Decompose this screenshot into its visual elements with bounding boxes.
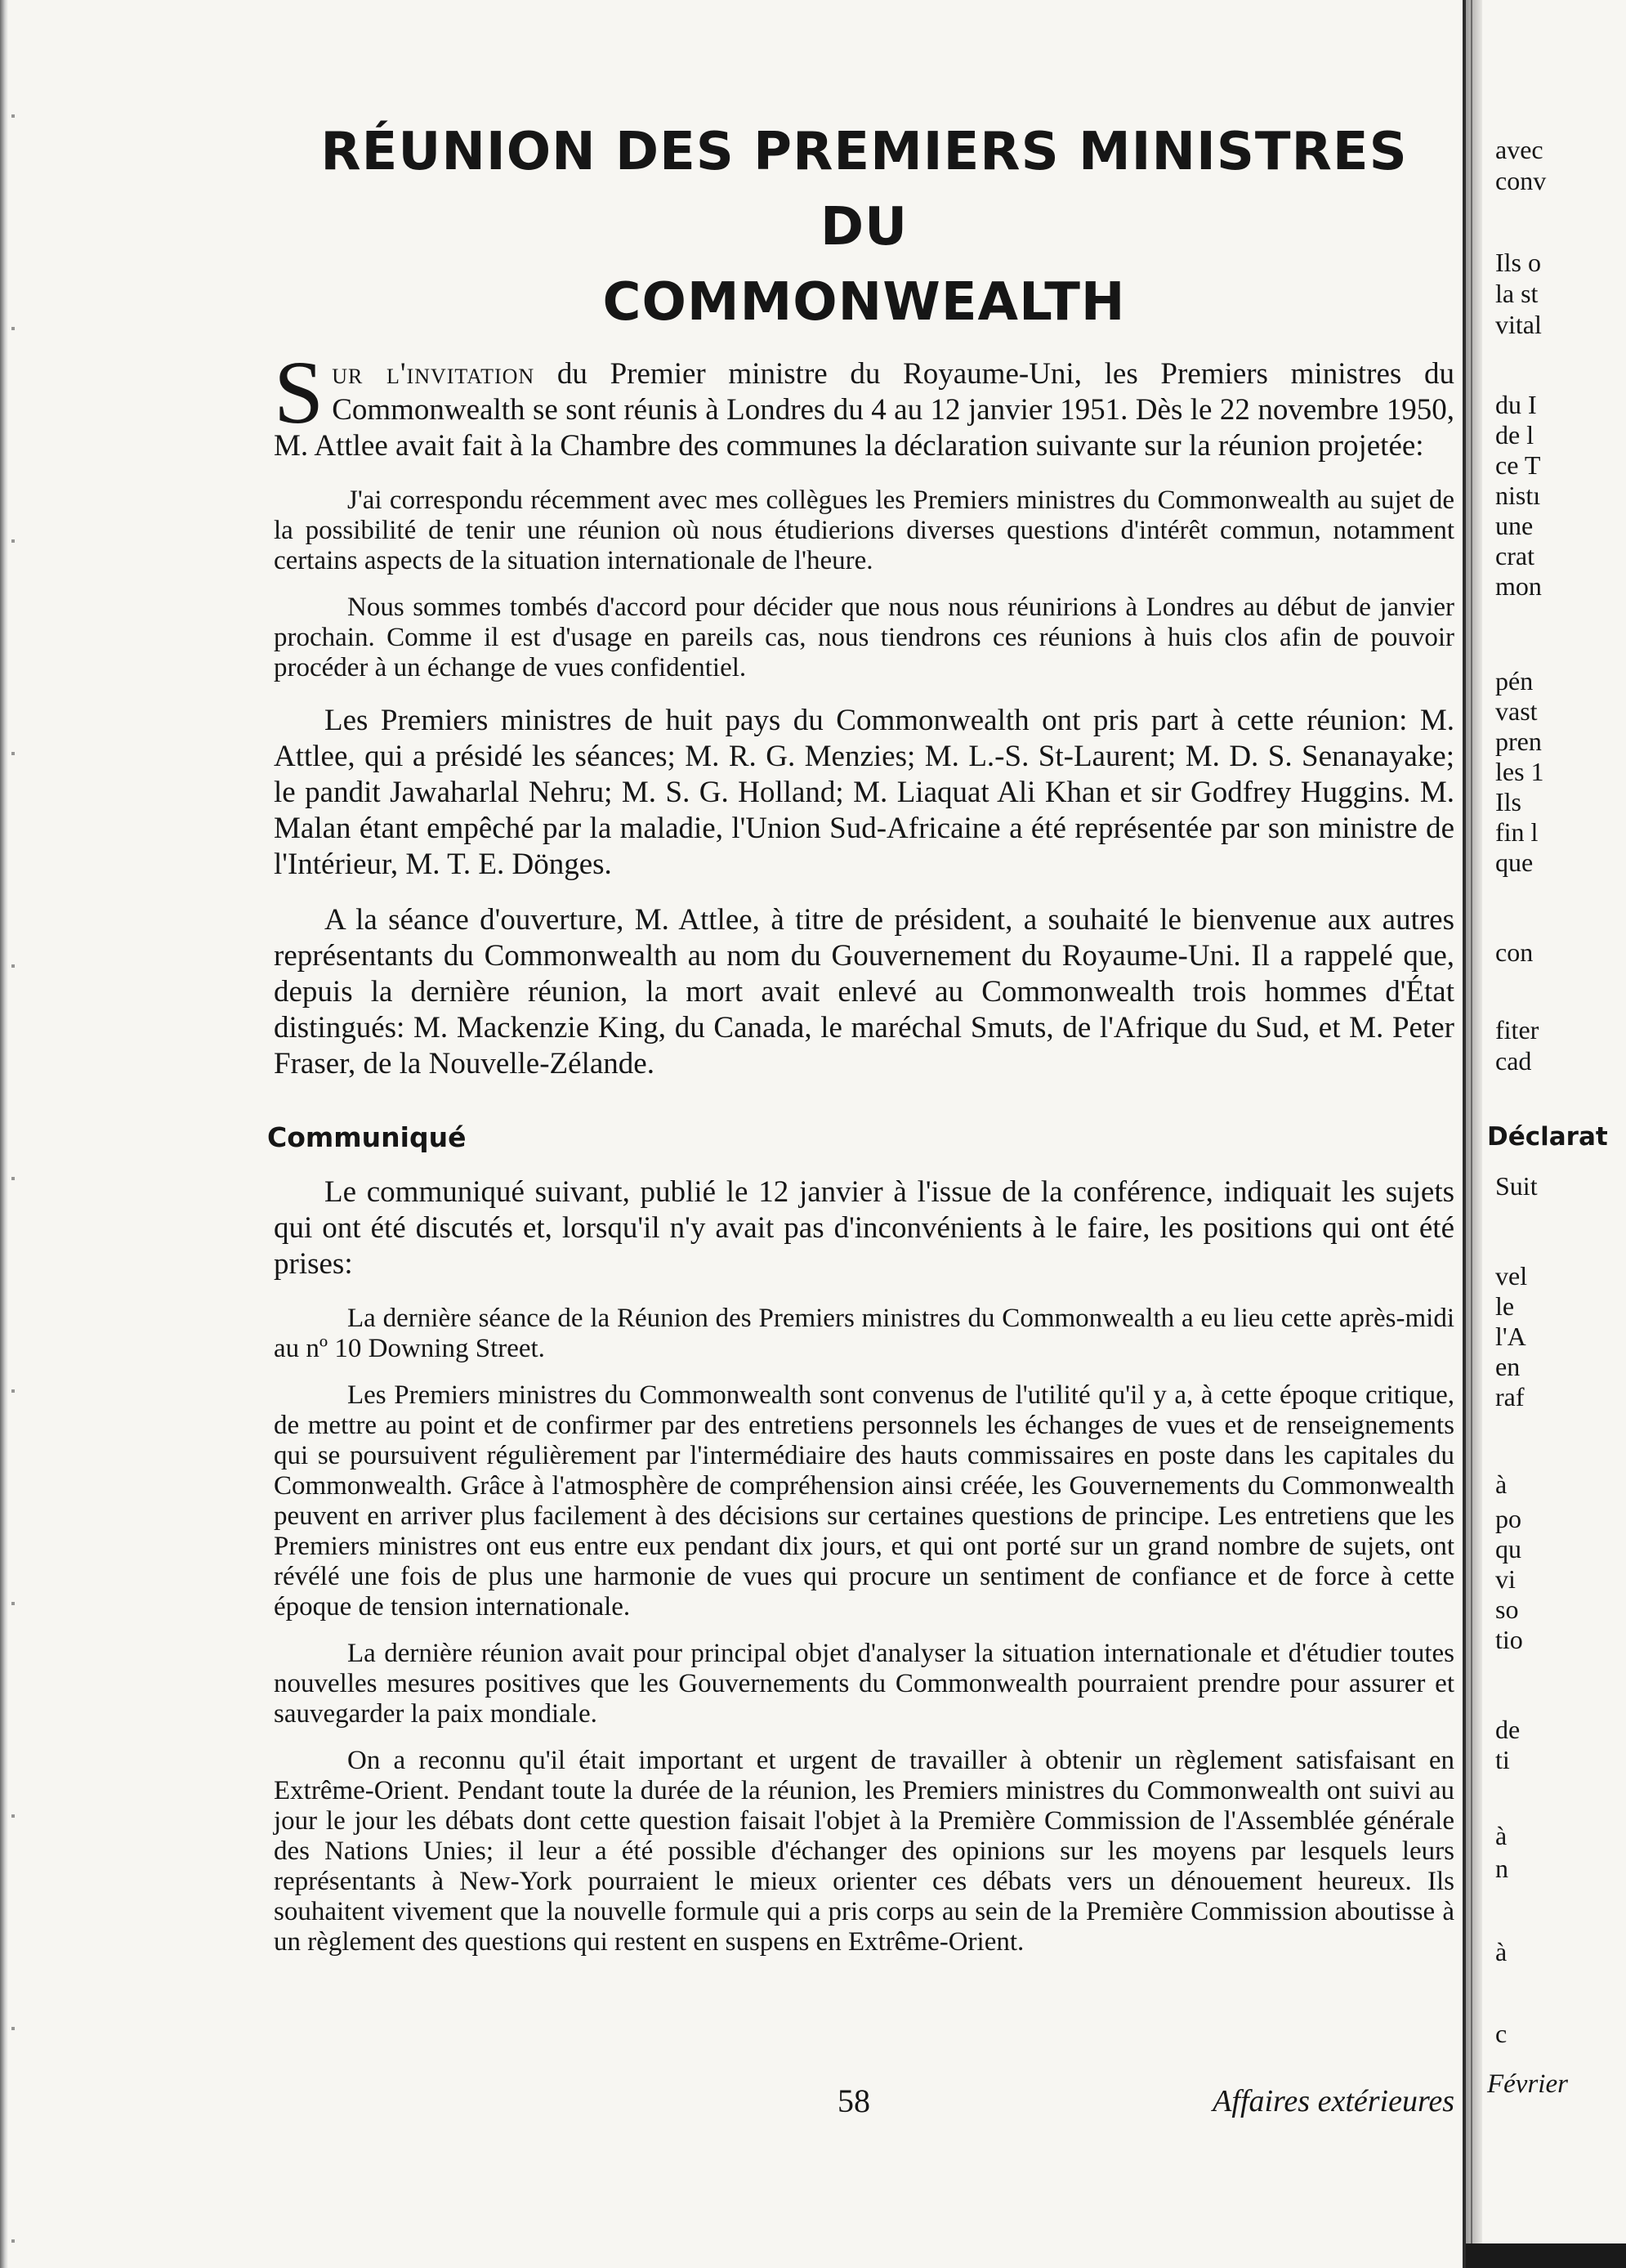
facing-fragment: nistı xyxy=(1495,481,1541,510)
facing-fragment: du I xyxy=(1495,390,1537,419)
facing-fragment: con xyxy=(1495,937,1534,967)
intro-smallcaps: ur l'invitation xyxy=(332,357,535,391)
facing-fragment: fiter xyxy=(1495,1015,1539,1045)
facing-fragment: so xyxy=(1495,1595,1519,1624)
facing-fragment: à xyxy=(1495,1821,1508,1850)
facing-fragment: ti xyxy=(1495,1745,1510,1774)
facing-fragment: Suit xyxy=(1495,1171,1538,1201)
facing-fragment: une xyxy=(1495,511,1534,540)
article-title-line-1: RÉUNION DES PREMIERS MINISTRES DU xyxy=(320,122,1408,257)
journal-name: Affaires extérieures xyxy=(1213,2084,1454,2118)
facing-fragment: tio xyxy=(1495,1625,1523,1654)
facing-fragment: vel xyxy=(1495,1261,1528,1291)
intro-paragraph xyxy=(274,342,1455,464)
facing-fragment: raf xyxy=(1495,1382,1525,1411)
facing-fragment: vital xyxy=(1495,310,1542,339)
communique-quote-1: La dernière séance de la Réunion des Premiers ministres du Commonwealth a eu lieu cette après-midi au nº 10 Downing Street. xyxy=(274,1304,1454,1363)
communique-intro: Le communiqué suivant, publié le 12 janvier à l'issue de la conférence, indiquait les sujets qui ont été discutés et, lorsqu'il n'y avait pas d'inconvénients à le faire, les positions qui ont été prises: xyxy=(274,1175,1454,1281)
statement-quote-1: J'ai correspondu récemment avec mes collègues les Premiers ministres du Commonwealth au sujet de la possibilité de tenir une réunion où nous étudierions diverses questions d'intérêt commun, notamment certains aspects de la situation internationale de l'heure. xyxy=(274,485,1454,575)
intro-text: du Premier ministre du Royaume-Uni, les Premiers ministres du Commonwealth se sont réunis à Londres du 4 au 12 janvier 1951. Dès le 22 novembre 1950, M. Attlee avait fait à la Chambre des communes la déclaration suivante sur la réunion projetée: xyxy=(274,357,1455,463)
facing-fragment: fin l xyxy=(1495,817,1539,847)
facing-fragment: crat xyxy=(1495,541,1534,570)
facing-fragment: ce T xyxy=(1495,450,1541,480)
facing-fragment: Ils o xyxy=(1495,248,1541,277)
facing-fragment: avec xyxy=(1495,135,1543,164)
facing-section-heading: Déclarat xyxy=(1487,1122,1608,1152)
facing-fragment: le xyxy=(1495,1291,1515,1321)
facing-fragment: la st xyxy=(1495,279,1539,308)
facing-fragment: l'A xyxy=(1495,1322,1526,1351)
communique-quote-3: La dernière réunion avait pour principal objet d'analyser la situation internationale et d'étudier toutes nouvelles mesures positives que les Gouvernements du Commonwealth pourraient prendre pour assurer et sauvegarder la paix mondiale. xyxy=(274,1639,1454,1729)
article-page xyxy=(267,114,1455,1957)
facing-fragment: qu xyxy=(1495,1534,1521,1563)
facing-fragment: pén xyxy=(1495,666,1534,696)
facing-fragment: pren xyxy=(1495,727,1542,756)
facing-footer-date: Février xyxy=(1487,2069,1568,2099)
communique-quote-2: Les Premiers ministres du Commonwealth sont convenus de l'utilité qu'il y a, à cette époque critique, de mettre au point et de confirmer par des entretiens personnels les échanges de vues et de renseignements qui se poursuivent régulièrement par l'intermédiaire des hauts commissaires en poste dans les capitales du Commonwealth. Grâce à l'atmosphère de compréhension ainsi créée, les Gouvernements du Commonwealth peuvent en arriver plus facilement à des décisions sur certaines questions de principe. Les entretiens que les Premiers ministres ont eus entre eux pendant dix jours, et qui ont porté sur un grand nombre de sujets, ont révélé une fois de plus une harmonie de vues qui procure un sentiment de confiance et de force à cette époque de tension internationale. xyxy=(274,1380,1454,1622)
article-title-line-2: COMMONWEALTH xyxy=(602,272,1126,333)
statement-quote-2: Nous sommes tombés d'accord pour décider que nous nous réunirions à Londres au début de janvier prochain. Comme il est d'usage en pareils cas, nous tiendrons ces réunions à huis clos afin de pouvoir procéder à un échange de vues confidentiel. xyxy=(274,593,1454,682)
facing-fragment: de l xyxy=(1495,420,1534,450)
facing-fragment: à xyxy=(1495,1470,1508,1499)
drop-cap: S xyxy=(274,342,324,442)
facing-fragment: à xyxy=(1495,1937,1508,1966)
book-gutter-shadow xyxy=(1466,0,1482,2268)
book-gutter-line xyxy=(1463,0,1466,2268)
facing-fragment: c xyxy=(1495,2019,1508,2048)
facing-fragment: po xyxy=(1495,1504,1521,1533)
page-footer xyxy=(274,2082,1454,2123)
book-gutter-line-secondary xyxy=(1471,0,1472,2268)
facing-fragment: conv xyxy=(1495,166,1547,195)
facing-fragment: vi xyxy=(1495,1564,1516,1594)
facing-fragment: les 1 xyxy=(1495,757,1544,786)
facing-fragment: n xyxy=(1495,1854,1508,1883)
facing-fragment: cad xyxy=(1495,1046,1532,1076)
participants-paragraph: Les Premiers ministres de huit pays du Commonwealth ont pris part à cette réunion: M. Attlee, qui a présidé les séances; M. R. G. Menzies; M. L.-S. St-Laurent; M. D. S. Senanayake; le pandit Jawaharlal Nehru; M. S. G. Holland; M. Liaquat Ali Khan et sir Godfrey Huggins. M. Malan étant empêché par la maladie, l'Union Sud-Africaine a été représentée par son ministre de l'Intérieur, M. T. E. Dönges. xyxy=(274,704,1454,881)
article-title xyxy=(274,114,1454,340)
communique-quote-4: On a reconnu qu'il était important et urgent de travailler à obtenir un règlement satisfaisant en Extrême-Orient. Pendant toute la durée de la réunion, les Premiers ministres du Commonwealth ont suivi au jour le jour les débats dont cette question faisait l'objet à la Première Commission de l'Assemblée générale des Nations Unies; il leur a été possible d'échanger des opinions sur les moyens par lesquels leurs représentants à New-York pourraient le mieux orienter ces débats vers un dénouement heureux. Ils souhaitent vivement que la nouvelle formule qui a pris corps au sein de la Première Commission aboutisse à un règlement des questions qui restent en suspens en Extrême-Orient. xyxy=(274,1746,1454,1957)
page-number: 58 xyxy=(838,2082,870,2119)
facing-fragment: Ils xyxy=(1495,787,1521,816)
scan-left-ticks xyxy=(11,0,15,2268)
opening-session-paragraph: A la séance d'ouverture, M. Attlee, à titre de président, a souhaité le bienvenue aux autres représentants du Commonwealth au nom du Gouvernement du Royaume-Uni. Il a rappelé que, depuis la dernière réunion, la mort avait enlevé au Commonwealth trois hommes d'État distingués: M. Mackenzie King, du Canada, le maréchal Smuts, de l'Afrique du Sud, et M. Peter Fraser, de la Nouvelle-Zélande. xyxy=(274,903,1454,1080)
facing-fragment: de xyxy=(1495,1715,1521,1744)
facing-page-column xyxy=(1487,0,1626,2268)
scan-left-edge xyxy=(0,0,8,2268)
facing-fragment: vast xyxy=(1495,696,1538,726)
facing-fragment: en xyxy=(1495,1352,1521,1381)
facing-fragment: mon xyxy=(1495,571,1542,601)
facing-fragment: que xyxy=(1495,848,1534,877)
communique-heading: Communiqué xyxy=(267,1121,467,1153)
